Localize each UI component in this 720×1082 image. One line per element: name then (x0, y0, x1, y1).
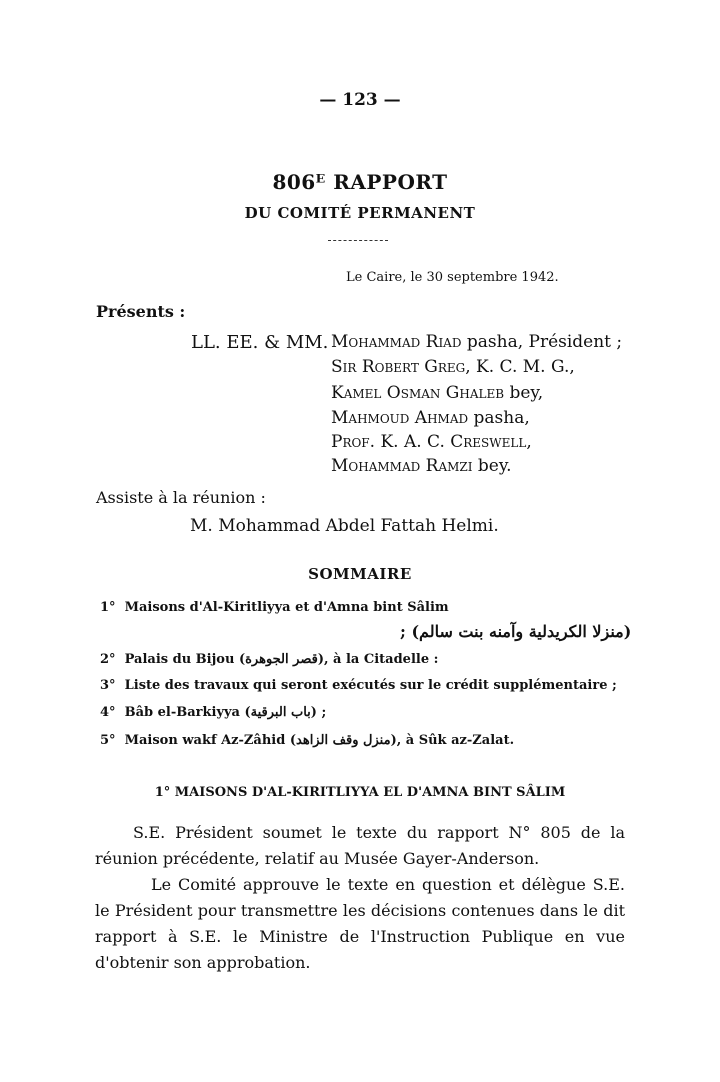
member-line (331, 357, 575, 377)
guest-name: M. Mohammad Abdel Fattah Helmi. (190, 516, 499, 536)
dateline: Le Caire, le 30 septembre 1942. (346, 270, 559, 285)
member-name: Mohammad Riad (331, 332, 462, 352)
sommaire-item-text: Palais du Bijou (قصر الجوهرة), à la Citadelle : (124, 652, 439, 667)
sommaire-item-number: 4° (100, 705, 116, 720)
sommaire-title: SOMMAIRE (308, 565, 412, 583)
sommaire-arabic-line: (منزلا الكريدلية وآمنه بنت سالم) ; (400, 622, 632, 641)
section-heading: 1° MAISONS D'AL-KIRITLIYYA EL D'AMNA BINT SÂLIM (154, 785, 566, 800)
member-suffix: , (526, 432, 532, 452)
sommaire-item-text: Liste des travaux qui seront exécutés sur le crédit supplémentaire ; (124, 678, 617, 693)
sommaire-item-text: Bâb el-Barkiyya (باب البرقية) ; (124, 705, 327, 720)
sommaire-item (100, 652, 438, 667)
sommaire-item-text: Maisons d'Al-Kiritliyya et d'Amna bint Sâlim (124, 600, 449, 615)
sommaire-item (100, 733, 514, 748)
member-line (331, 432, 532, 452)
paragraph-text: Le Comité approuve le texte en question et délègue S.E. le Président pour transmettre les décisions contenues dans le dit rapport à S.E. le Ministre de l'Instruction Publique en vue d'obtenir son approbation. (95, 875, 625, 972)
sommaire-item-text: Maison wakf Az-Zâhid (منزل وقف الزاهد), à Sûk az-Zalat. (124, 733, 515, 748)
member-suffix: bey, (504, 383, 544, 403)
member-line (331, 456, 512, 476)
member-line (331, 332, 622, 352)
member-suffix: , K. C. M. G., (465, 357, 575, 377)
page-number: — 123 — (319, 90, 401, 110)
sommaire-item-number: 2° (100, 652, 116, 667)
member-name: Mahmoud Ahmad (331, 408, 469, 428)
member-line (331, 383, 543, 403)
member-name: Prof. K. A. C. Creswell (331, 432, 527, 452)
sommaire-item (100, 705, 326, 720)
paragraph-1 (95, 820, 625, 872)
member-name: Mohammad Ramzi (331, 456, 473, 476)
sommaire-item-number: 3° (100, 678, 116, 693)
presents-label: Présents : (96, 302, 186, 321)
paragraph-text: S.E. Président soumet le texte du rapport N° 805 de la réunion précédente, relatif au Musée Gayer-Anderson. (95, 823, 625, 868)
report-title: 806ᴱ RAPPORT (272, 170, 448, 194)
report-subtitle: DU COMITÉ PERMANENT (244, 204, 476, 222)
member-name: Sir Robert Greg (331, 357, 466, 377)
member-name: Kamel Osman Ghaleb (331, 383, 505, 403)
member-suffix: pasha, Président ; (461, 332, 623, 352)
sommaire-item-number: 1° (100, 600, 116, 615)
member-suffix: bey. (472, 456, 512, 476)
member-suffix: pasha, (468, 408, 530, 428)
assiste-label: Assiste à la réunion : (96, 488, 266, 507)
members-prefix: LL. EE. & MM. (191, 332, 329, 353)
sommaire-item (100, 678, 617, 693)
paragraph-2 (95, 872, 625, 976)
sommaire-item-number: 5° (100, 733, 116, 748)
member-line (331, 408, 530, 428)
separator-rule (328, 240, 388, 241)
sommaire-item (100, 600, 449, 615)
